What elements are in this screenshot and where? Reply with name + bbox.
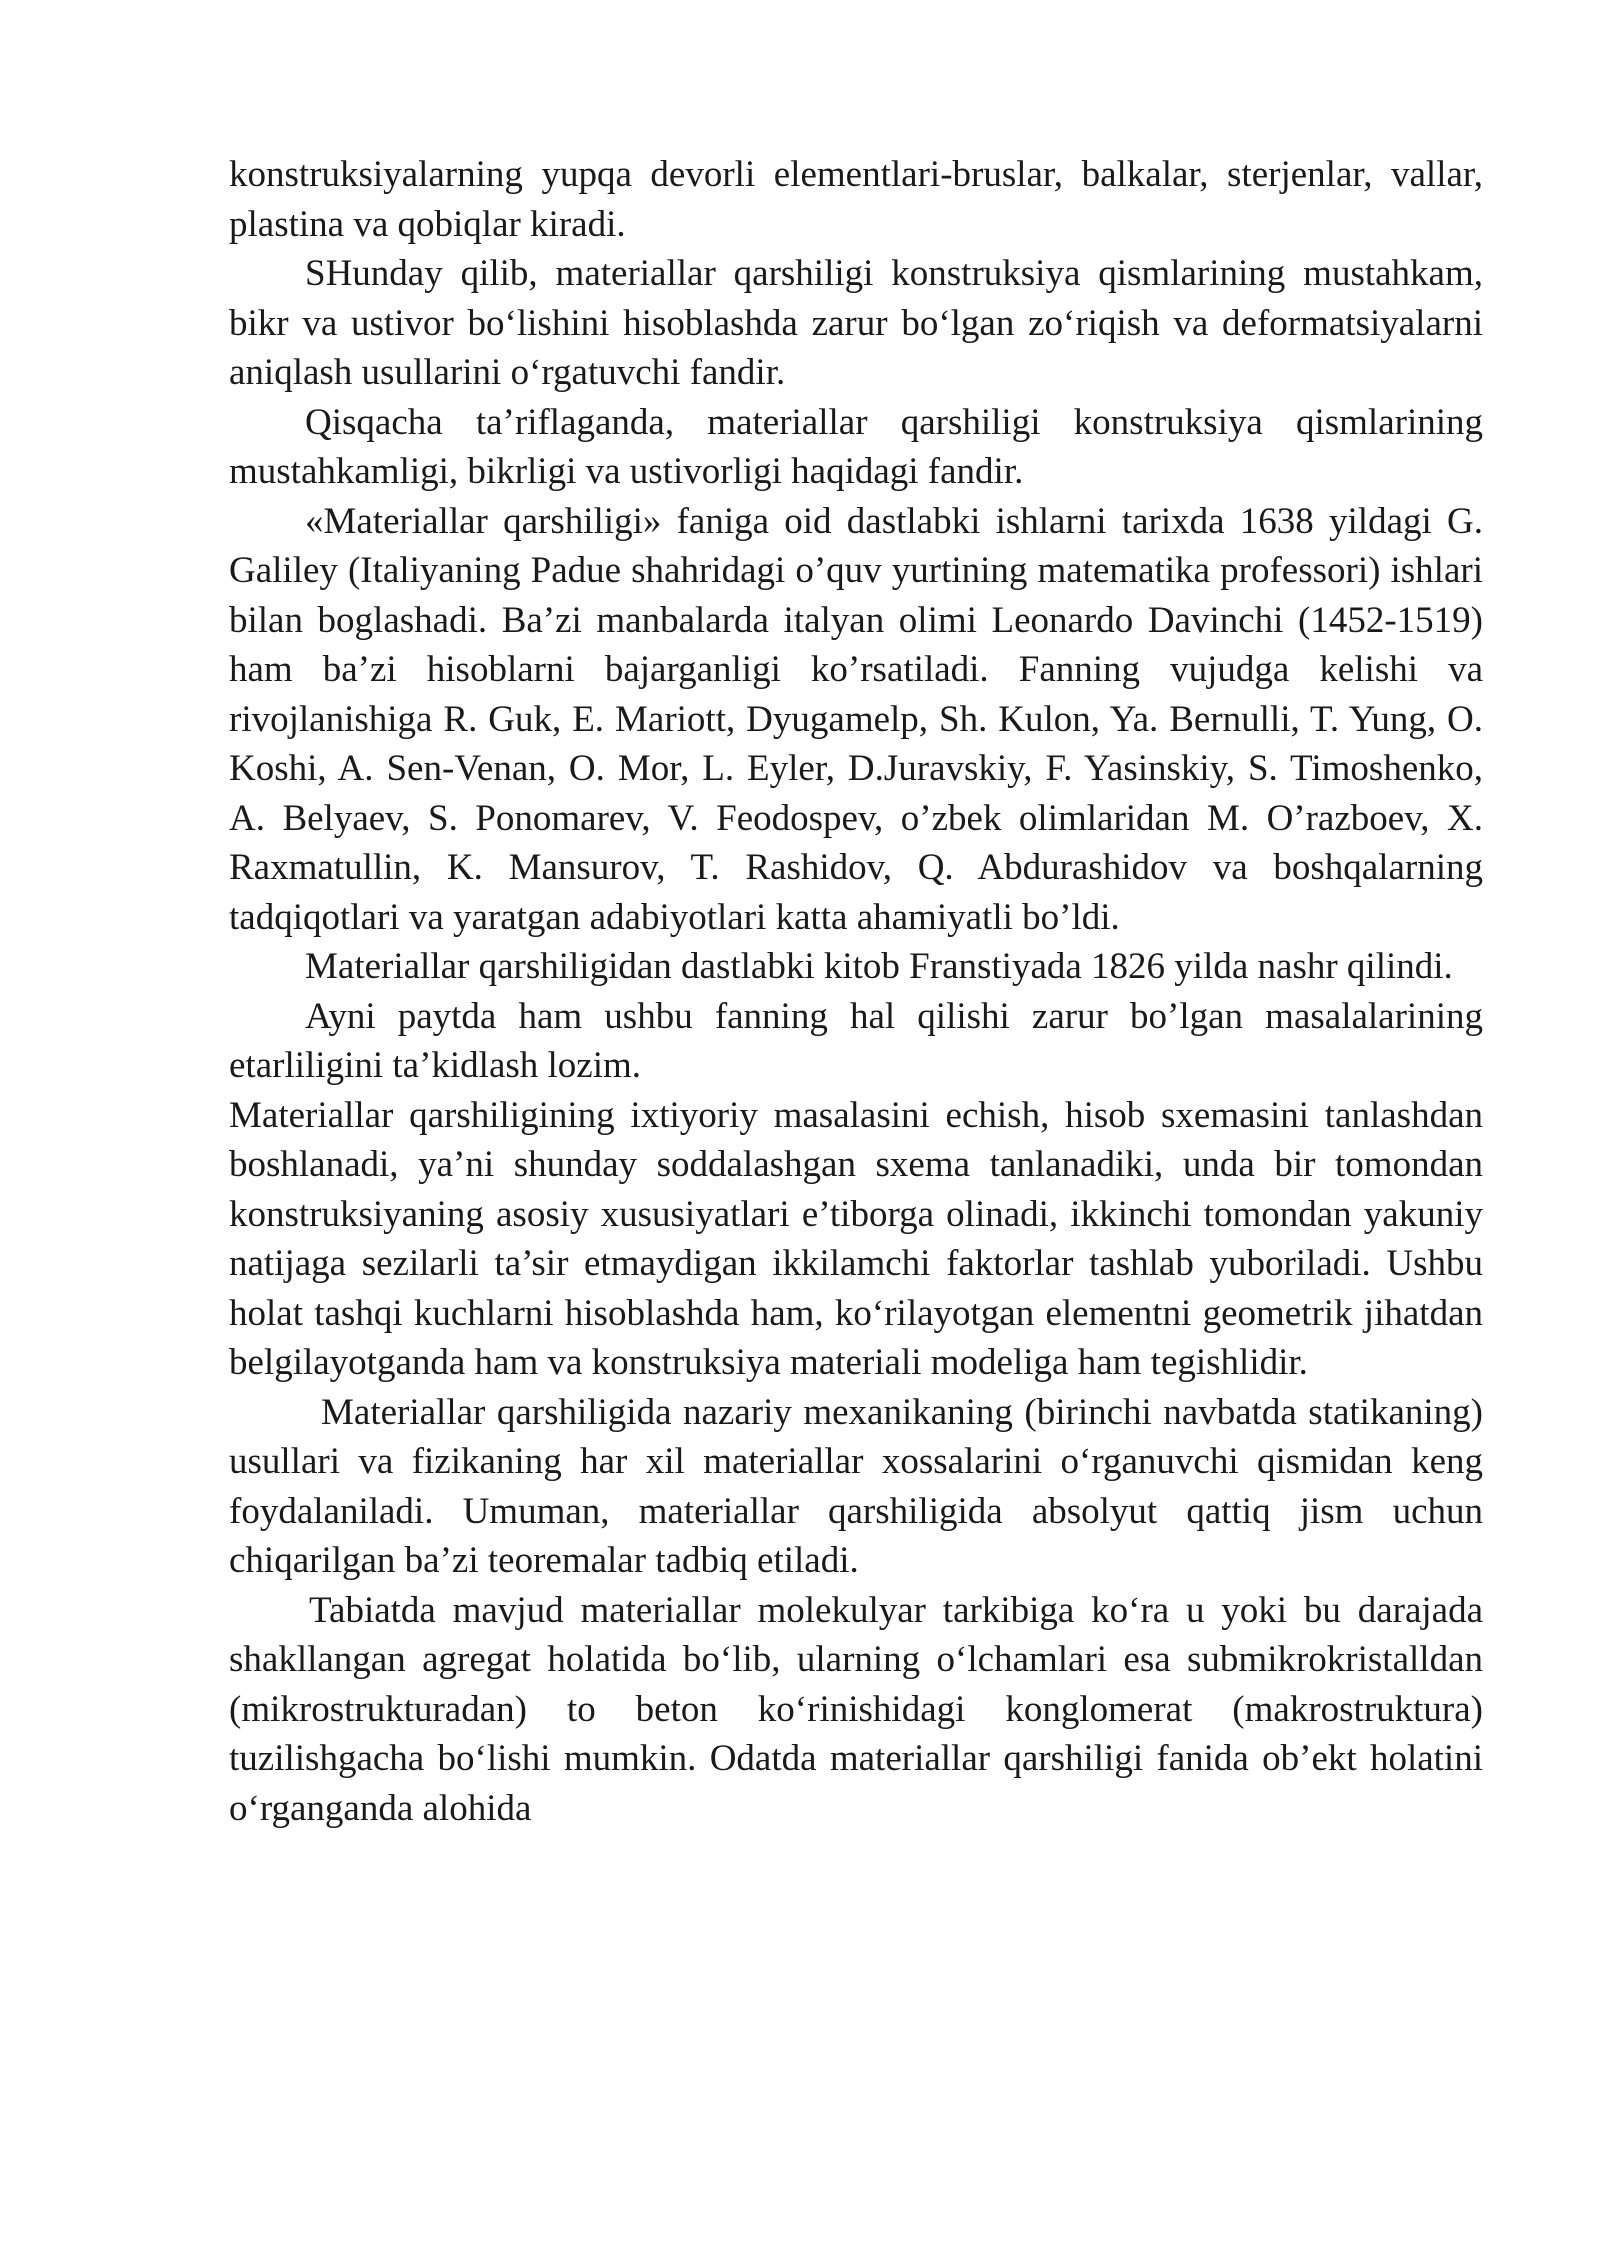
paragraph-definition: Qisqacha ta’riflaganda, materiallar qarshiligi konstruksiya qismlarining mustahkamligi, bikrligi va ustivorligi haqidagi fandir. [229, 401, 1483, 492]
paragraph-first-book: Materiallar qarshiligidan dastlabki kitob Franstiyada 1826 yilda nashr qilindi. [305, 946, 1453, 987]
paragraph-materials-structure: Tabiatda mavjud materiallar molekulyar tarkibiga ko‘ra u yoki bu darajada shakllangan agregat holatida bo‘lib, ularning o‘lchamlari esa submikrokristalldan (mikrostrukturadan) to beton ko‘rinishidagi konglomerat (makrostruktura) tuzilishgacha bo‘lishi mumkin. Odatda materiallar qarshiligi fanida ob’ekt holatini o‘rganganda alohida [229, 1589, 1483, 1829]
paragraph-continuation: konstruksiyalarning yupqa devorli elementlari-bruslar, balkalar, sterjenlar, vallar, plastina va qobiqlar kiradi. [229, 154, 1483, 245]
paragraph-calculation-scheme: Materiallar qarshiligining ixtiyoriy masalasini echish, hisob sxemasini tanlashdan boshlanadi, ya’ni shunday soddalashgan sxema tanlanadiki, unda bir tomondan konstruksiyaning asosiy xususiyatlari e’tiborga olinadi, ikkinchi tomondan yakuniy natijaga sezilarli ta’sir etmaydigan ikkilamchi faktorlar tashlab yuboriladi. Ushbu holat tashqi kuchlarni hisoblashda ham, ko‘rilayotgan elementni geometrik jihatdan belgilayotganda ham va konstruksiya materiali modeliga ham tegishlidir. [229, 1094, 1483, 1383]
document-page [229, 150, 1483, 1833]
paragraph-current-tasks: Ayni paytda ham ushbu fanning hal qilishi zarur bo’lgan masalalarining etarliligini ta’kidlash lozim. [229, 995, 1483, 1086]
paragraph-methods: Materiallar qarshiligida nazariy mexanikaning (birinchi navbatda statikaning) usullari va fizikaning har xil materiallar xossalarini o‘rganuvchi qismidan keng foydalaniladi. Umuman, materiallar qarshiligida absolyut qattiq jism uchun chiqarilgan ba’zi teoremalar tadbiq etiladi. [229, 1391, 1483, 1581]
paragraph-history: «Materiallar qarshiligi» faniga oid dastlabki ishlarni tarixda 1638 yildagi G. Galiley (Italiyaning Padue shahridagi o’quv yurtining matematika professori) ishlari bilan boglashadi. Ba’zi manbalarda italyan olimi Leonardo Davinchi (1452-1519) ham ba’zi hisoblarni bajarganligi ko’rsatiladi. Fanning vujudga kelishi va rivojlanishiga R. Guk, E. Mariott, Dyugamelp, Sh. Kulon, Ya. Bernulli, T. Yung, O. Koshi, A. Sen-Venan, O. Mor, L. Eyler, D.Juravskiy, F. Yasinskiy, S. Timoshenko, A. Belyaev, S. Ponomarev, V. Feodospev, o’zbek olimlaridan M. O’razboev, X. Raxmatullin, K. Mansurov, T. Rashidov, Q. Abdurashidov va boshqalarning tadqiqotlari va yaratgan adabiyotlari katta ahamiyatli bo’ldi. [229, 500, 1483, 938]
paragraph-summary: SHunday qilib, materiallar qarshiligi konstruksiya qismlarining mustahkam, bikr va ustivor bo‘lishini hisoblashda zarur bo‘lgan zo‘riqish va deformatsiyalarni aniqlash usullarini o‘rgatuvchi fandir. [229, 253, 1483, 393]
